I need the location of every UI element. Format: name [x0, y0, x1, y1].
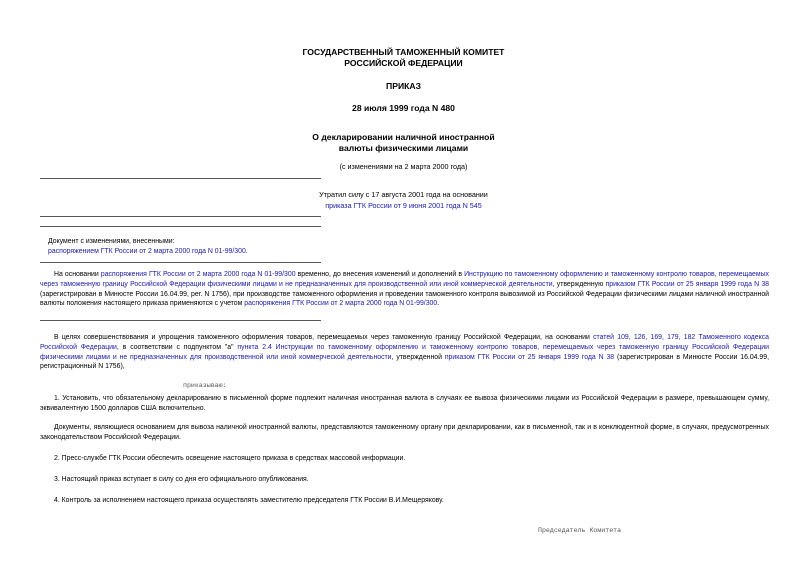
preamble-link-order-38[interactable]: приказом ГТК России от 25 января 1999 года N 38	[444, 353, 615, 361]
doc-type: ПРИКАЗ	[386, 81, 421, 91]
item-1: 1. Установить, что обязательному декларированию в письменной форме подлежит наличная иностранная валюта в случаях ее вывоза физическими лицами из Российской Федерации в размере, превышающем сумму, эквивалентную 1500 долларов США включительно.	[40, 395, 769, 412]
note-paragraph: На основании распоряжения ГТК России от 2 марта 2000 года N 01-99/300 временно, до внесения изменений и дополнений в Инструкцию по таможенному оформлению и таможенному контролю товаров, перемещаемых через таможенную границу Российской Федерации физическими лицами и не предназначенных для производственной или иной коммерческой деятельности, утвержденную приказом ГТК России от 25 января 1999 года N 38 (зарегистрирован в Минюсте России 16.04.99, рег. N 1756), при производстве таможенного оформления и проведении таможенного контроля вывозимой из Российской Федерации физическими лицами наличной иностранной валюты положения настоящего приказа применяются с учетом распоряжения ГТК России от 2 марта 2000 года N 01-99/300.	[40, 271, 770, 308]
doc-date: 28 июля 1999 года N 480	[352, 103, 455, 113]
order-word: приказываю:	[183, 382, 227, 389]
preamble-paragraph: В целях совершенствования и упрощения таможенного оформления товаров, перемещаемых через таможенную границу Российской Федерации, на основании статей 109, 126, 169, 179, 182 Таможенного кодекса Российской Федерации, в соответствии с подпунктом "а" пункта 2.4 Инструкции по таможенному оформлению и таможенному контролю товаров, перемещаемых через таможенную границу Российской Федерации физическими лицами и не предназначенных для производственной или иной коммерческой деятельности, утвержденной приказом ГТК России от 25 января 1999 года N 38 (зарегистрирован в Минюсте России 16.04.99, регистрационный N 1756),	[40, 334, 770, 371]
signature-title: Председатель Комитета	[538, 527, 622, 534]
title-line2: валюты физическими лицами	[338, 143, 469, 153]
amendments-intro: Документ с изменениями, внесенными:	[48, 238, 175, 245]
item-2: 2. Пресс-службе ГТК России обеспечить освещение настоящего приказа в средствах массовой информации.	[54, 455, 406, 462]
note-link-order-38[interactable]: приказом ГТК России от 25 января 1999 года N 38	[605, 280, 770, 288]
lost-force-text: Утратил силу с 17 августа 2001 года на основании	[319, 190, 488, 199]
preamble-link-customs-code[interactable]: статей 109, 126, 169, 179, 182 Таможенного кодекса Российской Федерации	[40, 334, 769, 351]
title-line1: О декларировании наличной иностранной	[312, 132, 495, 142]
item-1-documents: Документы, являющиеся основанием для вывоза наличной иностранной валюты, представляются таможенному органу при декларировании, как в письменной, так и в конклюдентной форме, в случаях, предусмотренных законодательством Российской Федерации.	[40, 424, 769, 441]
note-link-order-300-b[interactable]: распоряжения ГТК России от 2 марта 2000 года N 01-99/300	[244, 300, 438, 308]
divider	[40, 320, 321, 321]
item-4: 4. Контроль за исполнением настоящего приказа осуществлять заместителю председателя ГТК России В.И.Мещерякову.	[54, 497, 444, 504]
divider	[40, 262, 321, 263]
divider	[40, 178, 321, 179]
amendments-link[interactable]: распоряжением ГТК России от 2 марта 2000 года N 01-99/300.	[48, 248, 248, 255]
divider	[40, 226, 321, 227]
item-3: 3. Настоящий приказ вступает в силу со дня его официального опубликования.	[54, 476, 309, 483]
note-link-order-300[interactable]: распоряжения ГТК России от 2 марта 2000 года N 01-99/300	[100, 271, 296, 278]
note-link-instruction[interactable]: Инструкцию по таможенному оформлению и таможенному контролю товаров, перемещаемых через таможенную границу Российской Федерации физическими лицами и не предназначенных для производственной или иной коммерческой деятельности	[40, 271, 769, 288]
changes-note: (с изменениями на 2 марта 2000 года)	[339, 162, 468, 171]
org-name-line1: ГОСУДАРСТВЕННЫЙ ТАМОЖЕННЫЙ КОМИТЕТ	[302, 47, 505, 57]
lost-force-link[interactable]: приказа ГТК России от 9 июня 2001 года N 545	[325, 201, 482, 210]
preamble-link-instruction[interactable]: пункта 2.4 Инструкции по таможенному оформлению и таможенному контролю товаров, перемещаемых через таможенную границу Российской Федерации физическими лицами и не предназначенных для производственной или иной коммерческой деятельности	[40, 343, 770, 361]
org-name-line2: РОССИЙСКОЙ ФЕДЕРАЦИИ	[344, 58, 463, 68]
divider	[40, 216, 321, 217]
